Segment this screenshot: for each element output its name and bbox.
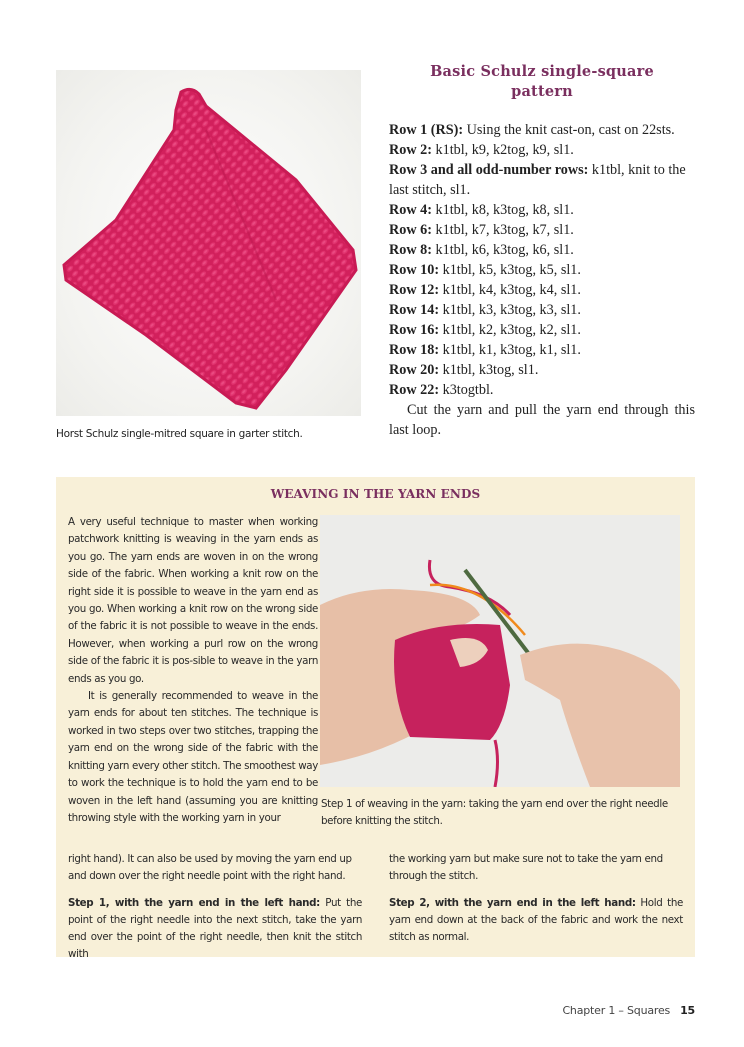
row-text: k1tbl, k5, k3tog, k5, sl1. xyxy=(439,262,581,278)
pattern-row xyxy=(389,280,695,300)
row-label: Row 1 (RS): xyxy=(389,122,464,138)
row-label: Row 2: xyxy=(389,142,432,158)
knitted-square-photo xyxy=(56,70,361,416)
sidebar-paragraph: It is generally recommended to weave in the yarn ends for about ten stitches. The technique is worked in two steps over two stitches, trapping the yarn end on the wrong side of the fabric with the knitting yarn every other stitch. The smoothest way to work the technique is to hold the yarn end to be woven in the left hand (assuming you are knitting throwing style with the working yarn in your xyxy=(68,690,318,824)
step-2 xyxy=(389,895,683,946)
pattern-title-line: Basic Schulz single-square xyxy=(430,63,654,80)
step-1-label: Step 1, with the yarn end in the left hand: xyxy=(68,897,320,909)
chapter-label: Chapter 1 – Squares xyxy=(562,1004,671,1017)
step-1-text: Put the point of the right needle into the next stitch, take the yarn end over the point of the right needle, then knit the stitch with xyxy=(68,897,362,960)
step-2-text: Hold the yarn end down at the back of the fabric and work the next stitch as normal. xyxy=(389,897,683,943)
pattern-row xyxy=(389,240,695,260)
row-label: Row 3 and all odd-number rows: xyxy=(389,162,589,178)
pattern-title xyxy=(389,62,695,102)
figure-caption: Horst Schulz single-mitred square in garter stitch. xyxy=(56,428,303,440)
pattern-row xyxy=(389,380,695,400)
weaving-sidebar-box xyxy=(56,477,695,960)
row-text: k1tbl, k1, k3tog, k1, sl1. xyxy=(439,342,581,358)
hands-knitting-illustration xyxy=(320,515,680,787)
pattern-row xyxy=(389,140,695,160)
row-label: Row 14: xyxy=(389,302,440,318)
row-label: Row 8: xyxy=(389,242,432,258)
row-text: k1tbl, k3tog, sl1. xyxy=(439,362,539,378)
row-label: Row 4: xyxy=(389,202,432,218)
row-label: Row 16: xyxy=(389,322,440,338)
sidebar-title: WEAVING IN THE YARN ENDS xyxy=(270,487,481,501)
page-number: 15 xyxy=(680,1004,695,1017)
row-text: k1tbl, k3, k3tog, k3, sl1. xyxy=(439,302,581,318)
sidebar-paragraph-continued: right hand). It can also be used by moving the yarn end up and down over the right needle point with the right hand. xyxy=(68,853,352,882)
pattern-row xyxy=(389,160,695,200)
pattern-row xyxy=(389,320,695,340)
knitted-square-illustration xyxy=(56,70,361,416)
pattern-section xyxy=(389,62,695,440)
sidebar-paragraph: A very useful technique to master when working patchwork knitting is weaving in the yarn ends as you go. The yarn ends are woven in on the wrong side of the fabric. When working a knit row on the right side it is possible to weave in the yarn end as you go. When working a knit row on the wrong side of the fabric it is not possible to weave in the ends. However, when working a purl row on the wrong side of the fabric it is pos-sible to weave in the yarn ends as you go. xyxy=(68,516,318,685)
step1-continued: the working yarn but make sure not to take the yarn end through the stitch. xyxy=(389,853,663,882)
pattern-row xyxy=(389,300,695,320)
step-2-label: Step 2, with the yarn end in the left hand: xyxy=(389,897,636,909)
row-label: Row 12: xyxy=(389,282,440,298)
pattern-closing: Cut the yarn and pull the yarn end through this last loop. xyxy=(389,402,695,438)
weaving-photo xyxy=(320,515,680,787)
row-text: k3togtbl. xyxy=(439,382,494,398)
pattern-row xyxy=(389,360,695,380)
pattern-row xyxy=(389,260,695,280)
pattern-title-line: pattern xyxy=(511,83,573,100)
weaving-figure-caption: Step 1 of weaving in the yarn: taking the yarn end over the right needle before knitting the stitch. xyxy=(321,798,668,827)
row-label: Row 18: xyxy=(389,342,440,358)
row-label: Row 22: xyxy=(389,382,440,398)
pattern-row xyxy=(389,200,695,220)
row-label: Row 6: xyxy=(389,222,432,238)
row-text: k1tbl, k4, k3tog, k4, sl1. xyxy=(439,282,581,298)
row-label: Row 20: xyxy=(389,362,440,378)
pattern-row xyxy=(389,120,695,140)
sidebar-left-column xyxy=(68,514,318,827)
page-footer xyxy=(562,1004,695,1017)
pattern-row xyxy=(389,340,695,360)
row-text: k1tbl, knit to the last stitch, sl1. xyxy=(389,162,686,198)
row-text: k1tbl, k8, k3tog, k8, sl1. xyxy=(431,202,574,218)
row-text: k1tbl, k7, k3tog, k7, sl1. xyxy=(431,222,574,238)
row-text: k1tbl, k6, k3tog, k6, sl1. xyxy=(431,242,574,258)
row-label: Row 10: xyxy=(389,262,440,278)
row-text: k1tbl, k2, k3tog, k2, sl1. xyxy=(439,322,581,338)
pattern-row xyxy=(389,220,695,240)
row-text: Using the knit cast-on, cast on 22sts. xyxy=(463,122,675,138)
row-text: k1tbl, k9, k2tog, k9, sl1. xyxy=(431,142,574,158)
step-1 xyxy=(68,895,362,963)
